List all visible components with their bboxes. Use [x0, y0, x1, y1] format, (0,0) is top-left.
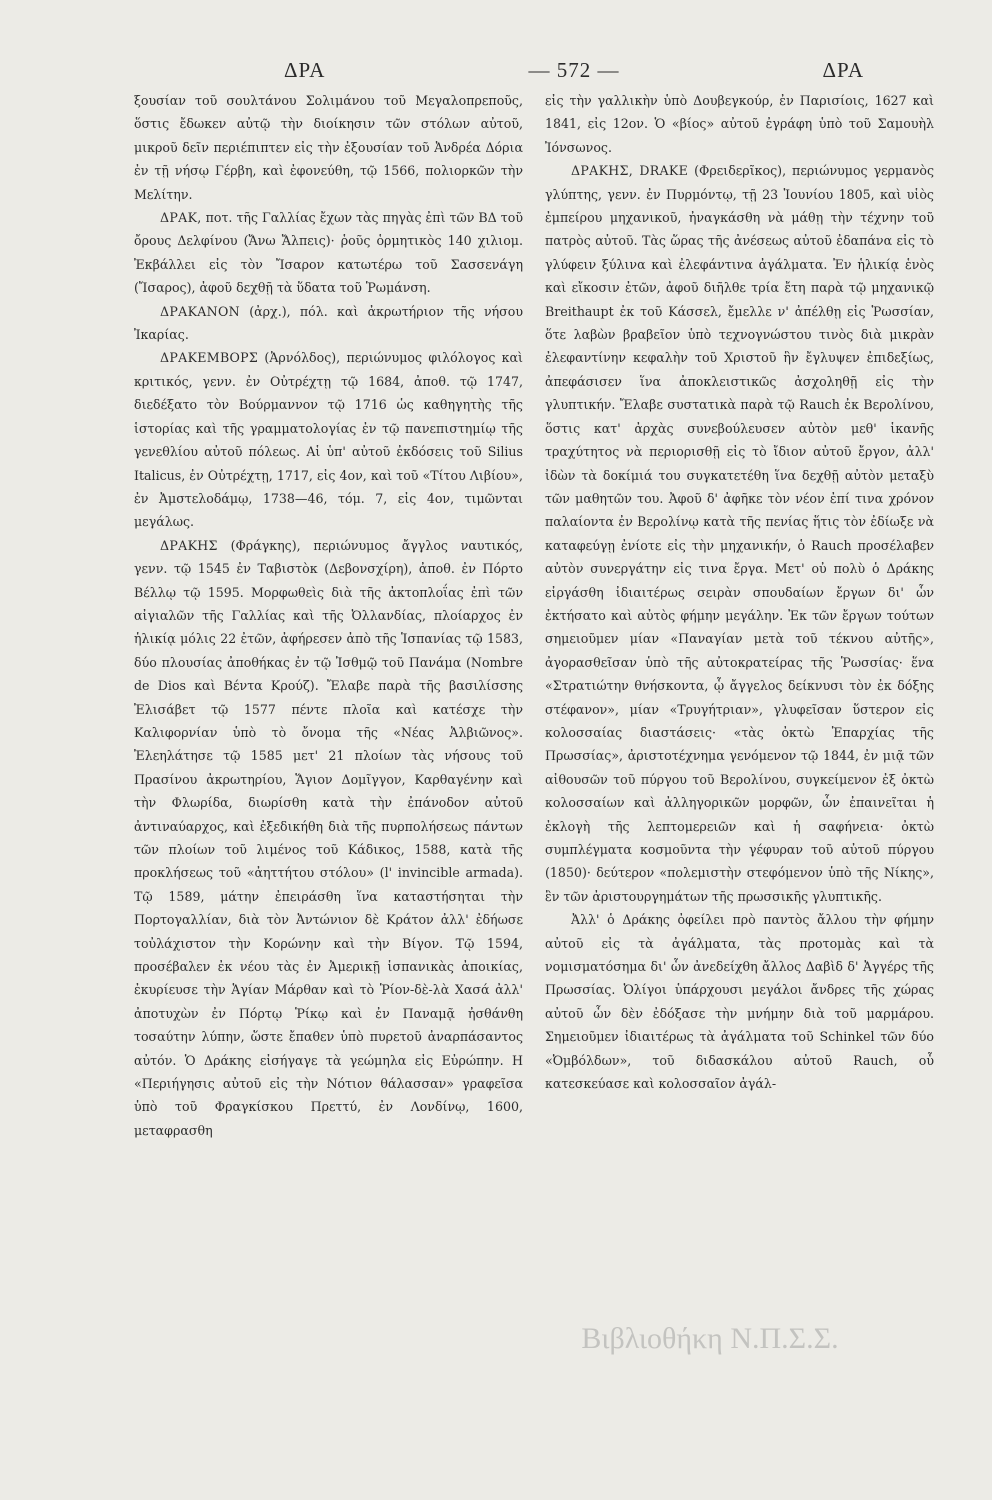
entry-headword: ΔΡΑΚΗΣ, DRAKE	[571, 163, 689, 179]
entry-text: (Ἀρνόλδος), περιώνυμος φιλόλογος καὶ κριτικός, γενν. ἐν Οὐτρέχτῃ τῷ 1684, ἀποθ. τῷ 1747, διεδέξατο τὸν Βούρμαννον τῷ 1716 ὡς καθηγητὴς τῆς ἱστορίας καὶ τῆς γραμματολογίας ἐν τῷ πανεπιστημίῳ τῆς γενεθλίου αὐτοῦ πόλεως. Αἱ ὑπ' αὐτοῦ ἐκδόσεις τοῦ Silius Italicus, ἐν Οὐτρέχτῃ, 1717, εἰς 4ον, καὶ τοῦ «Τίτου Λιβίου», ἐν Ἀμστελοδάμῳ, 1738—46, τόμ. 7, εἰς 4ον, τιμῶνται μεγάλως.	[134, 350, 523, 530]
entry-text: ξουσίαν τοῦ σουλτάνου Σολιμάνου τοῦ Μεγαλοπρεποῦς, ὅστις ἔδωκεν αὐτῷ τὴν διοίκησιν τῶν στόλων αὐτοῦ, μικροῦ δεῖν περιέπιπτεν εἰς τὴν ἐξουσίαν τοῦ Ἀνδρέα Δόρια ἐν τῇ νήσῳ Γέρβη, καὶ ἐφονεύθη, τῷ 1566, πολιορκῶν τὴν Μελίτην.	[134, 93, 523, 202]
entry-headword: ΔΡΑΚΗΣ	[160, 537, 218, 553]
entry-headword: ΔΡΑΚ,	[160, 210, 202, 226]
right-column	[545, 89, 934, 1142]
library-watermark: Βιβλιοθήκη Ν.Π.Σ.Σ.	[581, 1322, 839, 1355]
running-header	[134, 58, 934, 83]
entry-text: (Φράγκης), περιώνυμος ἄγγλος ναυτικός, γενν. τῷ 1545 ἐν Ταβιστὸκ (Δεβονσχίρη), ἀποθ. ἐν Πόρτο Βέλλῳ τῷ 1595. Μορφωθεὶς διὰ τῆς ἀκτοπλοΐας ἐπὶ τῶν αἰγιαλῶν τῆς Γαλλίας καὶ τῆς Ὀλλανδίας, πλοίαρχος ἐν ἡλικίᾳ μόλις 22 ἐτῶν, ἀφήρεσεν ἀπὸ τῆς Ἱσπανίας τῷ 1583, δύο πλουσίας ἀποθήκας ἐν τῷ Ἰσθμῷ τοῦ Πανάμα (Nombre de Dios καὶ Βέντα Κρούζ). Ἔλαβε παρὰ τῆς βασιλίσσης Ἐλισάβετ τῷ 1577 πέντε πλοῖα καὶ κατέσχε τὴν Καλιφορνίαν ὑπὸ τὸ ὄνομα τῆς «Νέας Ἀλβιῶνος». Ἐλεηλάτησε τῷ 1585 μετ' 21 πλοίων τὰς νήσους τοῦ Πρασίνου ἀκρωτηρίου, Ἅγιον Δομῖγγον, Καρθαγένην καὶ τὴν Φλωρίδα, διωρίσθη κατὰ τὴν ἐπάνοδον αὐτοῦ ἀντιναύαρχος, καὶ ἐξεδικήθη διὰ τῆς πυρπολήσεως πάντων τῶν πλοίων τοῦ λιμένος τοῦ Κάδικος, 1588, κατὰ τῆς προκλήσεως τοῦ «ἀηττήτου στόλου» (l' invincible armada). Τῷ 1589, μάτην ἐπειράσθη ἵνα καταστήσηται τὴν Πορτογαλλίαν, διὰ τὸν Ἀντώνιον δὲ Κράτον ἀλλ' ἐδήωσε τοὐλάχιστον τὴν Κορώνην καὶ τὴν Βίγον. Τῷ 1594, προσέβαλεν ἐκ νέου τὰς ἐν Ἀμερικῇ ἱσπανικὰς ἀποικίας, ἐκυρίευσε τὴν Ἁγίαν Μάρθαν καὶ τὸ Ῥίον-δὲ-λὰ Χασά ἀλλ' ἀποτυχὼν ἐν Πόρτῳ Ῥίκῳ καὶ ἐν Παναμᾷ ἠσθάνθη τοσαύτην λύπην, ὥστε ἔπαθεν ὑπὸ πυρετοῦ ἀναρπάσαντος αὐτόν. Ὁ Δράκης εἰσήγαγε τὰ γεώμηλα εἰς Εὐρώπην. Η «Περιήγησις αὐτοῦ εἰς τὴν Νότιον θάλασσαν» γραφεῖσα ὑπὸ τοῦ Φραγκίσκου Πρεττύ, ἐν Λονδίνῳ, 1600, μεταφρασθη	[134, 537, 523, 1138]
paragraph	[545, 89, 934, 159]
header-right: ΔΡΑ	[822, 58, 864, 82]
entry-text: εἰς τὴν γαλλικὴν ὑπὸ Δουβεγκούρ, ἐν Παρισίοις, 1627 καὶ 1841, εἰς 12ον. Ὁ «βίος» αὐτοῦ ἐγράφη ὑπὸ τοῦ Σαμουὴλ Ἰόνσωνος.	[545, 93, 934, 155]
paragraph	[134, 534, 523, 1143]
paragraph	[134, 300, 523, 347]
paragraph	[545, 908, 934, 1095]
entry-text: (ἀρχ.), πόλ. καὶ ἀκρωτήριον τῆς νήσου Ἰκαρίας.	[134, 303, 523, 343]
header-left: ΔΡΑ	[284, 58, 326, 82]
left-column	[134, 89, 523, 1142]
entry-headword: ΔΡΑΚΑΝΟΝ	[160, 303, 240, 319]
entry-headword: ΔΡΑΚΕΜΒΟΡΣ	[160, 350, 259, 366]
columns	[134, 89, 934, 1142]
entry-text: (Φρειδερῖκος), περιώνυμος γερμανὸς γλύπτης, γενν. ἐν Πυρμόντῳ, τῇ 23 Ἰουνίου 1805, καὶ υἱὸς ἐμπείρου μηχανικοῦ, ἠναγκάσθη νὰ μάθῃ τὴν τέχνην τοῦ πατρὸς αὐτοῦ. Τὰς ὥρας τῆς ἀνέσεως αὐτοῦ ἐδαπάνα εἰς τὸ γλύφειν ξύλινα καὶ ἐλεφάντινα ἀγάλματα. Ἐν ἡλικίᾳ ἑνὸς καὶ εἴκοσιν ἐτῶν, ἀφοῦ διῆλθε τρία ἔτη παρὰ τῷ μηχανικῷ Breithaupt ἐκ τοῦ Κάσσελ, ἔμελλε ν' ἀπέλθῃ εἰς Ῥωσσίαν, ὅτε λαβὼν βραβεῖον ὑπὸ τεχνογνώστου τινὸς διὰ μικρὰν ἐλεφαντίνην κεφαλὴν τοῦ Χριστοῦ ἣν ἔγλυψεν ἐπιδεξίως, ἀπεφάσισεν ἵνα ἀποκλειστικῶς ἀσχοληθῇ εἰς τὴν γλυπτικήν. Ἔλαβε συστατικὰ παρὰ τῷ Rauch ἐκ Βερολίνου, ὅστις κατ' ἀρχὰς συνεβούλευσεν αὐτὸν μεθ' ἱκανῆς τραχύτητος νὰ περιορισθῇ εἰς τὸ ἴδιον αὐτοῦ ἔργον, ἀλλ' ἰδὼν τὰ δοκίμιά του συγκατετέθη ἵνα δεχθῇ αὐτὸν μεταξὺ τῶν μαθητῶν του. Ἀφοῦ δ' ἀφῆκε τὸν νέον ἐπί τινα χρόνον παλαίοντα ἐν Βερολίνῳ κατὰ τῆς πενίας ἥτις τὸν ἐδίωξε νὰ καταφεύγῃ ἐνίοτε εἰς τὴν μηχανικήν, ὁ Rauch προσέλαβεν αὐτὸν συνεργάτην εἰς τινα ἔργα. Μετ' οὐ πολὺ ὁ Δράκης εἰργάσθη ἰδιαιτέρως σειρὰν σπουδαίων ἔργων δι' ὧν ἐκτήσατο καὶ αὐτὸς φήμην μεγάλην. Ἐκ τῶν ἔργων τούτων σημειοῦμεν μίαν «Παναγίαν μετὰ τοῦ τέκνου αὐτῆς», ἀγορασθεῖσαν ὑπὸ τῆς αὐτοκρατείρας τῆς Ῥωσσίας· ἕνα «Στρατιώτην θνήσκοντα, ᾧ ἄγγελος δείκνυσι τὸν ἐκ δόξης στέφανον», μίαν «Τρυγήτριαν», γλυφεῖσαν ὕστερον εἰς κολοσσαίας διαστάσεις· «τὰς ὀκτὼ Ἐπαρχίας τῆς Πρωσσίας», ἀριστοτέχνημα γενόμενον τῷ 1844, ἐν μιᾷ τῶν αἰθουσῶν τοῦ πύργου τοῦ Βερολίνου, συγκείμενον ἐξ ὀκτὼ κολοσσαίων καὶ ἀλληγορικῶν μορφῶν, ὧν ἐπαινεῖται ἡ ἐκλογὴ τῆς λεπτομερειῶν καὶ ἡ σαφήνεια· ὀκτὼ συμπλέγματα κοσμοῦντα τὴν γέφυραν τοῦ αὐτοῦ πύργου (1850)· δεύτερον «πολεμιστὴν στεφόμενον ὑπὸ τῆς Νίκης», ἓν τῶν ἀριστουργημάτων τῆς πρωσσικῆς γλυπτικῆς.	[545, 163, 935, 904]
paragraph	[134, 206, 523, 300]
paragraph	[545, 159, 934, 908]
entry-text: Ἀλλ' ὁ Δράκης ὀφείλει πρὸ παντὸς ἄλλου τὴν φήμην αὐτοῦ εἰς τὰ ἀγάλματα, τὰς προτομὰς καὶ τὰ νομισματόσημα δι' ὧν ἀνεδείχθη ἄλλος Δαβὶδ δ' Ἀγγέρς τῆς Πρωσσίας. Ὀλίγοι ὑπάρχουσι μεγάλοι ἄνδρες τῆς χώρας αὐτοῦ ὧν δὲν ἐδόξασε τὴν μνήμην διὰ τοῦ μαρμάρου. Σημειοῦμεν ἰδιαιτέρως τὰ ἀγάλματα τοῦ Schinkel τῶν δύο «Ὀμβόλδων», τοῦ διδασκάλου αὐτοῦ Rauch, οὗ κατεσκεύασε καὶ κολοσσαῖον ἀγάλ-	[545, 912, 934, 1092]
paragraph	[134, 346, 523, 533]
paragraph	[134, 89, 523, 206]
page-number: — 572 —	[528, 58, 620, 82]
entry-text: ποτ. τῆς Γαλλίας ἔχων τὰς πηγὰς ἐπὶ τῶν ΒΔ τοῦ ὄρους Δελφίνου (Ἄνω Ἄλπεις)· ῥοῦς ὁρμητικὸς 140 χιλιομ. Ἐκβάλλει εἰς τὸν Ἴσαρον κατωτέρω τοῦ Σασσενάγη (Ἴσαρος), ἀφοῦ δεχθῇ τὰ ὕδατα τοῦ Ῥωμάνση.	[134, 210, 523, 296]
